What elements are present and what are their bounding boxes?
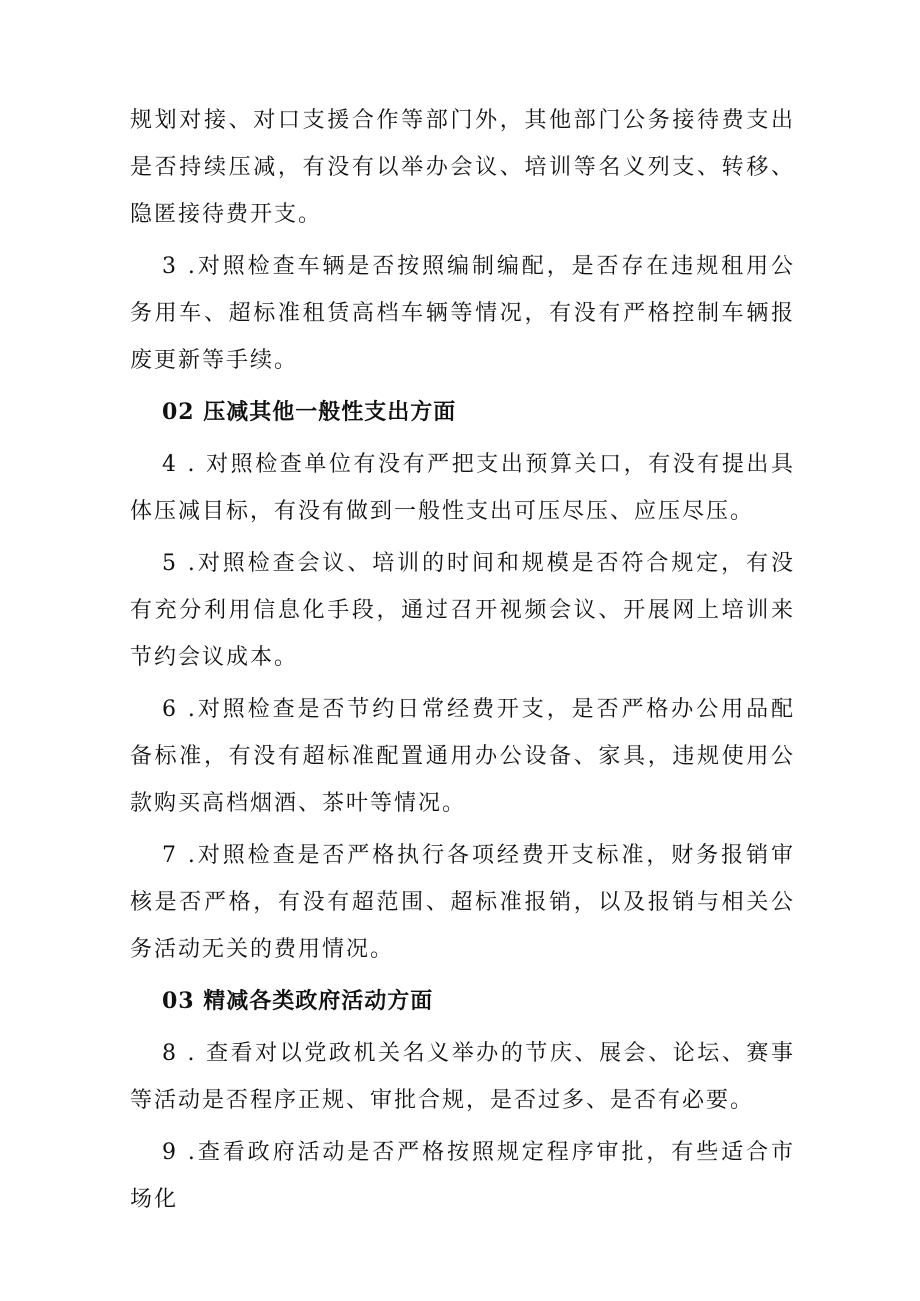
document-page: [130, 97, 795, 1223]
paragraph-item-6: 6 .对照检查是否节约日常经费开支，是否严格办公用品配备标准，有没有超标准配置通用办公设备、家具，违规使用公款购买高档烟酒、茶叶等情况。: [130, 697, 795, 816]
section-heading-02: 02 压减其他一般性支出方面: [162, 399, 457, 425]
paragraph-item-5: 5 .对照检查会议、培训的时间和规模是否符合规定，有没有充分利用信息化手段，通过召开视频会议、开展网上培训来节约会议成本。: [130, 551, 795, 670]
paragraph-item-3: 3 .对照检查车辆是否按照编制编配，是否存在违规租用公务用车、超标准租赁高档车辆等情况，有没有严格控制车辆报废更新等手续。: [130, 254, 795, 373]
paragraph-item-9: 9 .查看政府活动是否严格按照规定程序审批，有些适合市场化: [130, 1140, 795, 1212]
paragraph-continuation: 规划对接、对口支援合作等部门外，其他部门公务接待费支出是否持续压减，有没有以举办会议、培训等名义列支、转移、隐匿接待费开支。: [130, 108, 795, 227]
paragraph-item-8: 8 . 查看对以党政机关名义举办的节庆、展会、论坛、赛事等活动是否程序正规、审批合规，是否过多、是否有必要。: [130, 1041, 795, 1113]
paragraph-item-7: 7 .对照检查是否严格执行各项经费开支标准，财务报销审核是否严格，有没有超范围、超标准报销，以及报销与相关公务活动无关的费用情况。: [130, 843, 795, 962]
section-heading-03: 03 精减各类政府活动方面: [162, 988, 434, 1014]
paragraph-item-4: 4 . 对照检查单位有没有严把支出预算关口，有没有提出具体压减目标，有没有做到一般性支出可压尽压、应压尽压。: [130, 452, 795, 524]
